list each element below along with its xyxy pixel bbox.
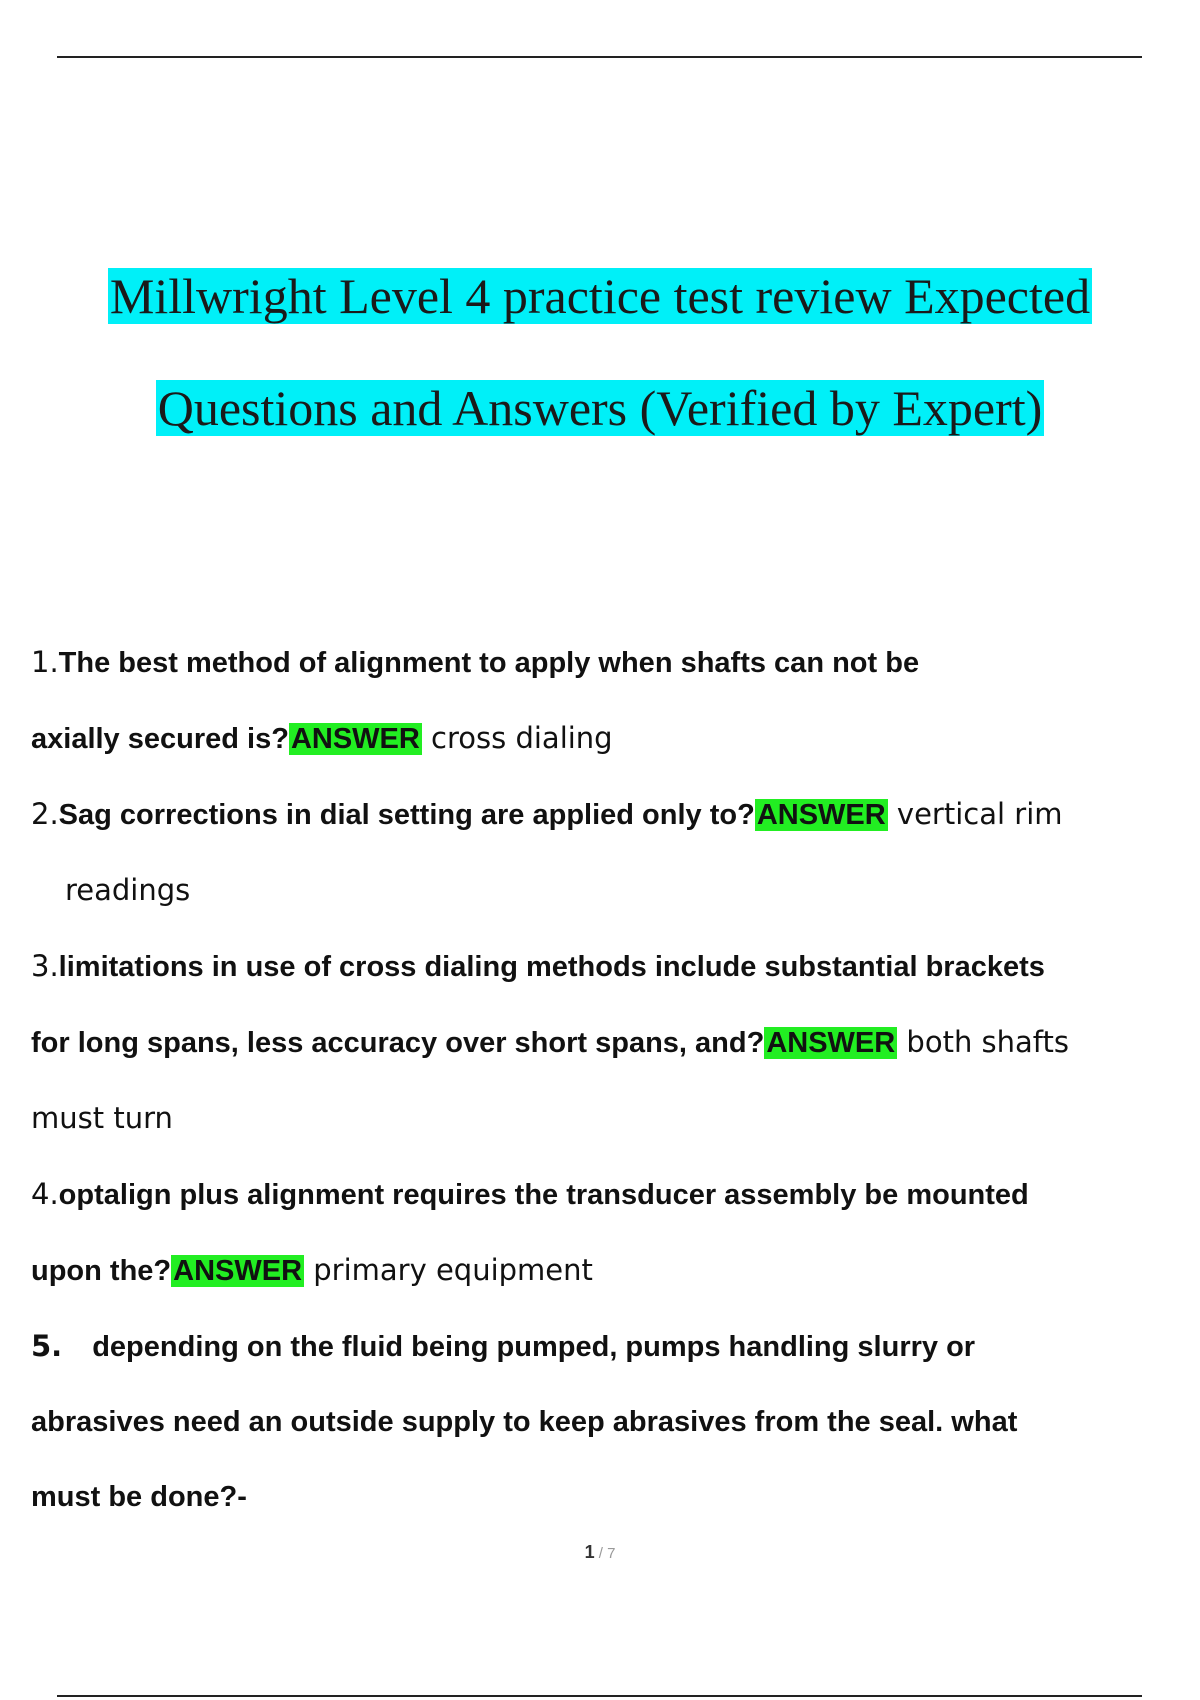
document-title (0, 240, 1200, 464)
top-rule (57, 56, 1142, 58)
answer-text: vertical rim (887, 797, 1063, 831)
answer-text: primary equipment (304, 1253, 593, 1287)
question-item-1 (31, 625, 1191, 777)
question-item-5 (31, 1309, 1191, 1535)
item-number: 2. (31, 797, 59, 831)
answer-label: ANSWER (173, 1255, 303, 1287)
page-separator: / (594, 1545, 608, 1562)
answer-label: ANSWER (756, 799, 886, 831)
question-text: depending on the fluid being pumped, pumps handling slurry or (92, 1331, 976, 1363)
item-number: 5. (31, 1329, 63, 1363)
total-pages: 7 (607, 1545, 616, 1562)
question-text: for long spans, less accuracy over short spans, and? (31, 1027, 765, 1059)
question-item-3 (31, 929, 1191, 1157)
answer-text: both shafts (897, 1025, 1069, 1059)
answer-text: must turn (31, 1101, 173, 1135)
question-text: limitations in use of cross dialing methods include substantial brackets (58, 951, 1045, 983)
question-text: upon the? (31, 1255, 172, 1287)
item-number: 4. (31, 1177, 59, 1211)
page-indicator (0, 1542, 1200, 1563)
bottom-rule (57, 1695, 1142, 1697)
question-text: axially secured is? (31, 723, 289, 755)
answer-label: ANSWER (290, 723, 420, 755)
title-line-2: Questions and Answers (Verified by Expert) (157, 380, 1043, 436)
question-text: optalign plus alignment requires the transducer assembly be mounted (58, 1179, 1029, 1211)
answer-text: cross dialing (421, 721, 613, 755)
current-page: 1 (584, 1542, 595, 1562)
item-number: 1. (31, 645, 59, 679)
item-number: 3. (31, 949, 59, 983)
question-item-2 (31, 777, 1191, 929)
answer-label: ANSWER (766, 1027, 896, 1059)
question-text: must be done?- (31, 1481, 247, 1513)
question-text: abrasives need an outside supply to keep abrasives from the seal. what (31, 1406, 1018, 1438)
question-item-4 (31, 1157, 1191, 1309)
question-list (31, 625, 1191, 1535)
question-text: The best method of alignment to apply when shafts can not be (58, 647, 920, 679)
answer-text: readings (65, 873, 191, 907)
question-text: Sag corrections in dial setting are applied only to? (58, 799, 755, 831)
title-line-1: Millwright Level 4 practice test review Expected (109, 268, 1091, 324)
